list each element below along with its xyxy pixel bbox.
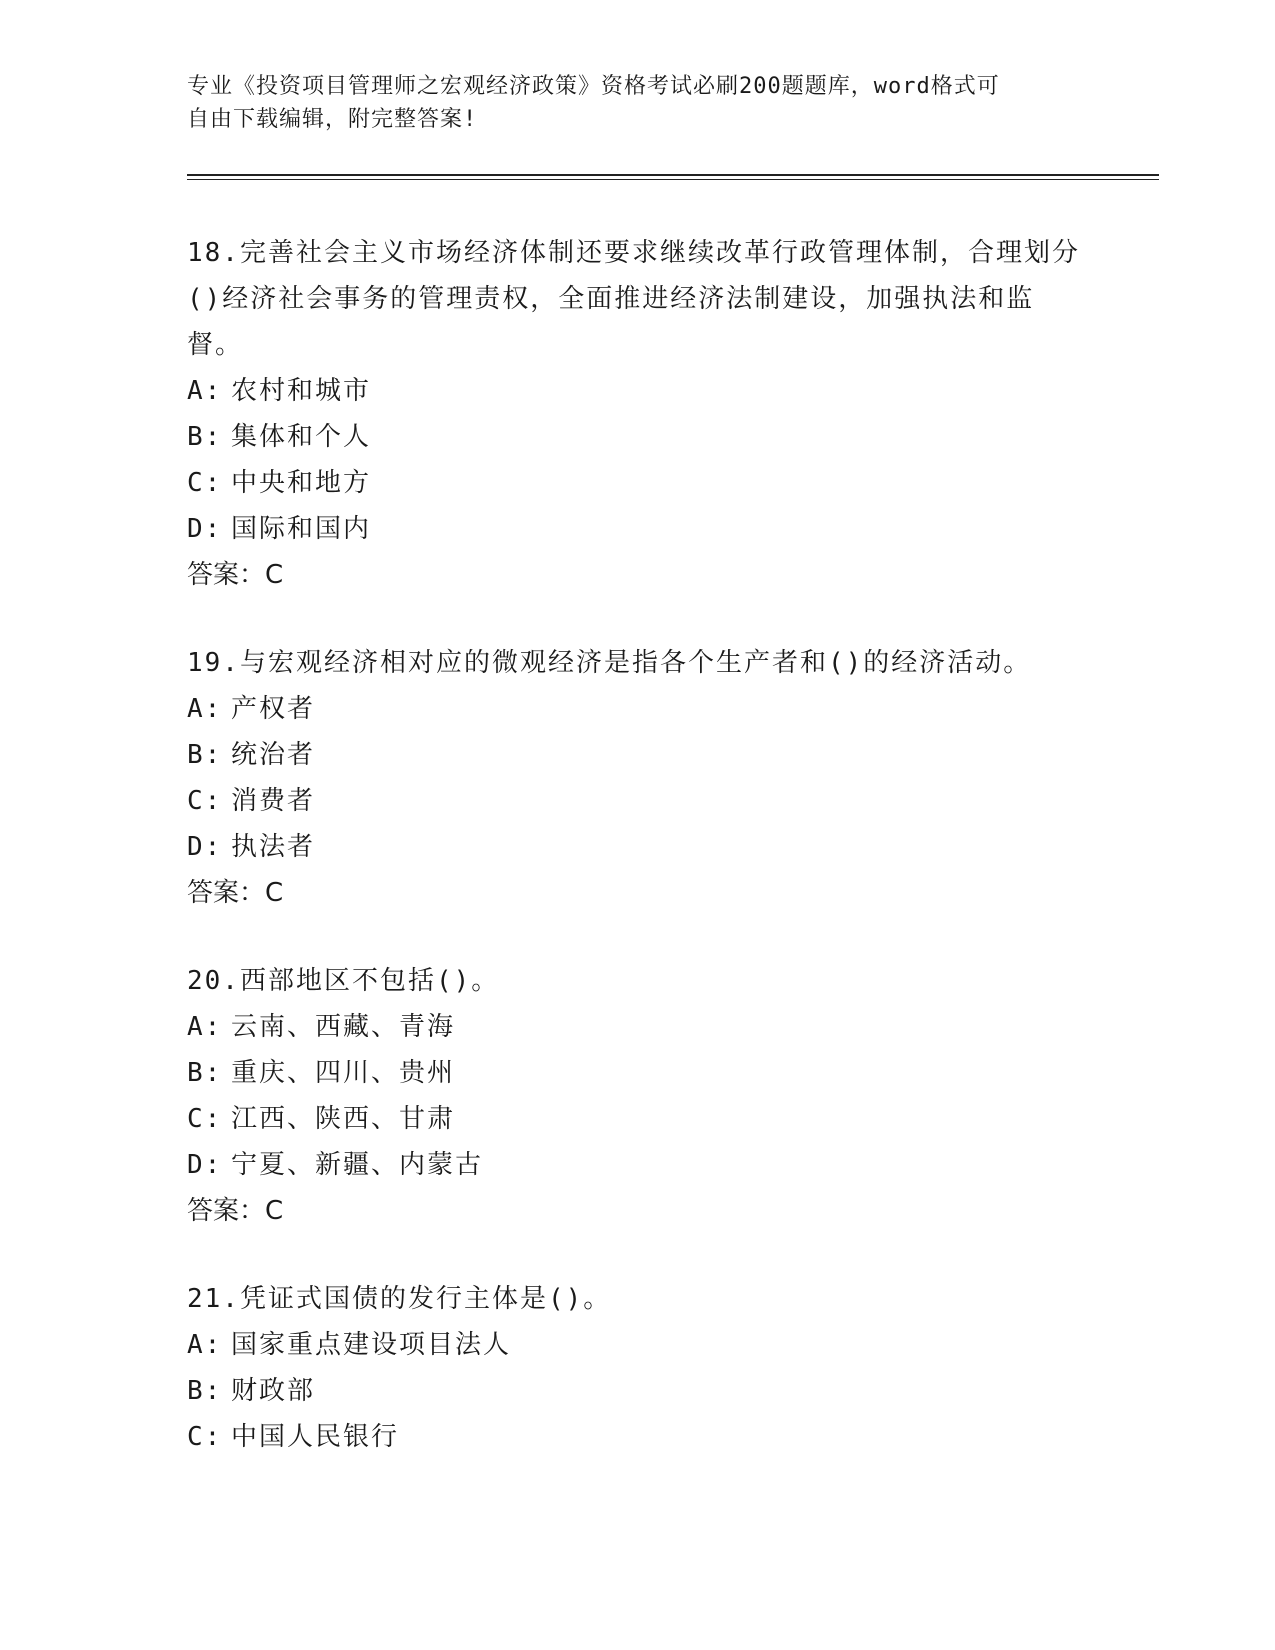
option-a xyxy=(187,368,1147,414)
option-letter: D: xyxy=(187,1150,223,1180)
question-stem: 18.完善社会主义市场经济体制还要求继续改革行政管理体制，合理划分()经济社会事务的管理责权，全面推进经济法制建设，加强执法和监督。 xyxy=(187,238,1080,360)
option-text: 中央和地方 xyxy=(231,468,372,498)
option-letter: B: xyxy=(187,422,223,452)
option-letter: C: xyxy=(187,786,223,816)
answer: 答案：C xyxy=(187,1196,284,1226)
option-letter: A: xyxy=(187,694,223,724)
option-text: 农村和城市 xyxy=(231,376,372,406)
option-text: 财政部 xyxy=(231,1376,316,1406)
option-b xyxy=(187,1050,1147,1096)
option-text: 产权者 xyxy=(231,694,316,724)
option-text: 重庆、四川、贵州 xyxy=(231,1058,456,1088)
option-letter: B: xyxy=(187,1058,223,1088)
option-letter: B: xyxy=(187,740,223,770)
option-a xyxy=(187,686,1147,732)
option-text: 国家重点建设项目法人 xyxy=(231,1330,512,1360)
option-b xyxy=(187,414,1147,460)
question-stem: 20.西部地区不包括()。 xyxy=(187,966,500,996)
option-text: 云南、西藏、青海 xyxy=(231,1012,456,1042)
option-text: 江西、陕西、甘肃 xyxy=(231,1104,456,1134)
option-d xyxy=(187,824,1147,870)
option-a xyxy=(187,1322,1147,1368)
option-text: 中国人民银行 xyxy=(231,1422,400,1452)
question-18 xyxy=(187,230,1147,598)
option-a xyxy=(187,1004,1147,1050)
option-b xyxy=(187,1368,1147,1414)
question-stem: 19.与宏观经济相对应的微观经济是指各个生产者和()的经济活动。 xyxy=(187,648,1032,678)
option-c xyxy=(187,778,1147,824)
option-text: 消费者 xyxy=(231,786,316,816)
option-c xyxy=(187,1096,1147,1142)
option-b xyxy=(187,732,1147,778)
option-c xyxy=(187,1414,1147,1460)
option-letter: D: xyxy=(187,514,223,544)
option-text: 宁夏、新疆、内蒙古 xyxy=(231,1150,484,1180)
header-line-1: 专业《投资项目管理师之宏观经济政策》资格考试必刷200题题库，word格式可 xyxy=(187,74,1000,99)
option-letter: A: xyxy=(187,1330,223,1360)
option-d xyxy=(187,1142,1147,1188)
option-letter: A: xyxy=(187,376,223,406)
option-letter: A: xyxy=(187,1012,223,1042)
option-letter: C: xyxy=(187,1422,223,1452)
question-20 xyxy=(187,958,1147,1234)
header-divider xyxy=(187,174,1159,180)
question-21 xyxy=(187,1276,1147,1460)
option-text: 统治者 xyxy=(231,740,316,770)
document-page xyxy=(187,70,1147,1460)
option-text: 执法者 xyxy=(231,832,316,862)
option-c xyxy=(187,460,1147,506)
document-header xyxy=(187,70,1067,136)
option-text: 国际和国内 xyxy=(231,514,372,544)
option-text: 集体和个人 xyxy=(231,422,372,452)
option-letter: C: xyxy=(187,1104,223,1134)
option-letter: C: xyxy=(187,468,223,498)
option-d xyxy=(187,506,1147,552)
answer: 答案：C xyxy=(187,560,284,590)
answer: 答案：C xyxy=(187,878,284,908)
question-19 xyxy=(187,640,1147,916)
option-letter: B: xyxy=(187,1376,223,1406)
question-stem: 21.凭证式国债的发行主体是()。 xyxy=(187,1284,612,1314)
option-letter: D: xyxy=(187,832,223,862)
header-line-2: 自由下载编辑，附完整答案! xyxy=(187,107,478,132)
